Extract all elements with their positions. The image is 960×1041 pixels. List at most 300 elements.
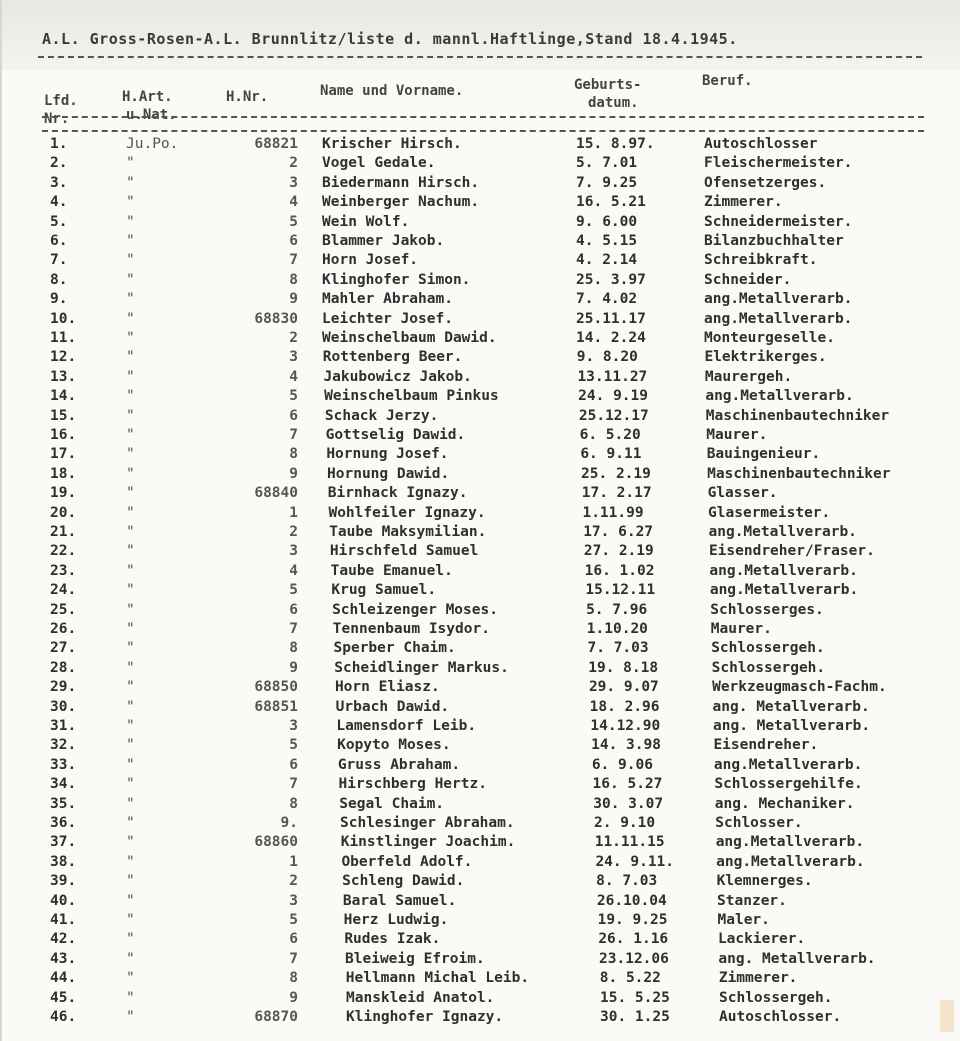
row-nationality: "	[126, 213, 135, 230]
row-name: Kinstlinger Joachim.	[340, 834, 516, 851]
row-name: Taube Maksymilian.	[329, 524, 487, 540]
row-occupation: Fleischermeister.	[704, 155, 853, 172]
row-birthdate: 9. 6.00	[576, 213, 638, 230]
row-nationality: "	[126, 174, 135, 191]
row-name: Urbach Dawid.	[335, 698, 450, 715]
row-occupation: Ofensetzerges.	[704, 174, 827, 191]
row-name: Hornung Josef.	[326, 446, 449, 463]
row-prisoner-number: 7	[289, 776, 298, 793]
row-number: 46.	[50, 1009, 77, 1025]
row-occupation: ang.Metallverarb.	[704, 291, 853, 308]
row-number: 21.	[50, 524, 77, 540]
row-birthdate: 7. 7.03	[587, 640, 649, 657]
row-prisoner-number: 68851	[254, 698, 298, 715]
row-prisoner-number: 3	[289, 543, 298, 560]
row-number: 32.	[50, 737, 77, 754]
row-nationality: "	[126, 931, 135, 948]
table-row	[2, 621, 960, 641]
table-row	[2, 214, 960, 234]
table-row	[2, 893, 960, 913]
row-occupation: ang.Metallverarb.	[708, 524, 857, 540]
row-number: 17.	[50, 446, 77, 463]
row-nationality: "	[126, 271, 135, 288]
row-birthdate: 14.12.90	[590, 718, 661, 734]
table-row	[2, 466, 960, 486]
row-nationality: "	[126, 291, 135, 308]
row-occupation: Autoschlosser.	[719, 1009, 842, 1025]
row-nationality: "	[126, 776, 135, 793]
table-row	[2, 1009, 960, 1029]
row-nationality: "	[126, 970, 135, 987]
row-prisoner-number: 3	[289, 349, 298, 366]
row-number: 1.	[50, 136, 68, 152]
row-birthdate: 24. 9.11.	[595, 853, 675, 870]
row-number: 24.	[50, 582, 77, 599]
row-birthdate: 13.11.27	[577, 368, 648, 385]
table-row	[2, 796, 960, 816]
row-nationality: "	[126, 679, 135, 696]
row-nationality: "	[126, 601, 135, 618]
table-row	[2, 272, 960, 292]
table-row	[2, 505, 960, 525]
table-row	[2, 912, 960, 932]
row-number: 42.	[50, 931, 77, 948]
row-prisoner-number: 9	[289, 989, 298, 1006]
row-nationality: "	[126, 155, 135, 172]
row-name: Klinghofer Ignazy.	[346, 1009, 504, 1025]
col-hart-line2: u.Nat.	[126, 107, 177, 123]
col-name: Name und Vorname.	[320, 83, 464, 99]
table-row	[2, 815, 960, 835]
row-prisoner-number: 8	[289, 271, 298, 288]
row-nationality: "	[126, 853, 135, 870]
row-birthdate: 6. 5.20	[579, 427, 641, 443]
row-occupation: Bauingenieur.	[706, 446, 821, 463]
row-prisoner-number: 6	[289, 233, 298, 249]
row-number: 22.	[50, 543, 77, 560]
row-nationality: "	[126, 756, 135, 773]
row-number: 28.	[50, 659, 77, 676]
row-name: Schack Jerzy.	[324, 407, 439, 424]
row-nationality: "	[126, 407, 135, 424]
row-number: 34.	[50, 776, 77, 793]
row-number: 4.	[50, 194, 68, 211]
row-occupation: Eisendreher/Fraser.	[708, 543, 875, 560]
row-occupation: Schreibkraft.	[704, 252, 818, 269]
table-row	[2, 408, 960, 428]
table-row	[2, 446, 960, 466]
row-number: 33.	[50, 756, 77, 773]
row-occupation: ang. Metallverarb.	[712, 698, 870, 715]
row-birthdate: 15. 5.25	[600, 989, 670, 1006]
row-prisoner-number: 2	[289, 330, 298, 346]
table-row	[2, 175, 960, 195]
row-occupation: Schlossergeh.	[711, 640, 825, 657]
row-occupation: ang.Metallverarb.	[704, 310, 853, 327]
row-number: 44.	[50, 970, 77, 987]
row-occupation: Autoschlosser	[704, 136, 818, 152]
row-nationality: "	[126, 989, 135, 1006]
row-birthdate: 11.11.15	[594, 834, 665, 851]
row-number: 40.	[50, 892, 77, 909]
row-occupation: Schlosserges.	[710, 601, 824, 618]
row-occupation: Maschinenbautechniker	[707, 465, 891, 482]
row-prisoner-number: 7	[289, 427, 298, 443]
row-name: Lamensdorf Leib.	[336, 718, 477, 734]
row-prisoner-number: 6	[289, 601, 298, 618]
row-occupation: Zimmerer.	[704, 194, 783, 211]
table-row	[2, 602, 960, 622]
row-name: Jakubowicz Jakob.	[323, 368, 472, 385]
row-prisoner-number: 8	[289, 640, 298, 657]
table-row	[2, 291, 960, 311]
col-date-line2: datum.	[588, 95, 639, 111]
row-nationality: "	[126, 737, 135, 754]
row-name: Schleizenger Moses.	[332, 601, 498, 618]
row-prisoner-number: 3	[289, 892, 298, 909]
row-birthdate: 17. 2.17	[581, 485, 652, 502]
row-prisoner-number: 8	[289, 795, 298, 812]
row-nationality: "	[126, 718, 135, 734]
row-birthdate: 1.11.99	[582, 504, 644, 521]
row-name: Bleiweig Efroim.	[345, 950, 485, 967]
row-prisoner-number: 3	[289, 174, 298, 191]
row-prisoner-number: 6	[289, 931, 298, 948]
table-row	[2, 233, 960, 253]
row-nationality: "	[126, 310, 135, 327]
row-birthdate: 19. 9.25	[597, 912, 668, 928]
row-occupation: ang.Metallverarb.	[716, 853, 865, 870]
row-number: 36.	[50, 815, 77, 831]
row-occupation: ang. Mechaniker.	[714, 795, 855, 812]
row-birthdate: 14. 2.24	[576, 330, 646, 346]
row-number: 11.	[50, 330, 77, 346]
row-number: 30.	[50, 698, 77, 715]
table-row	[2, 369, 960, 389]
col-date-line1: Geburts-	[574, 77, 642, 93]
row-birthdate: 7. 9.25	[576, 174, 638, 191]
table-row	[2, 485, 960, 505]
row-birthdate: 17. 6.27	[583, 524, 654, 540]
row-occupation: ang. Metallverarb.	[713, 718, 871, 734]
row-name: Manskleid Anatol.	[346, 989, 495, 1006]
row-prisoner-number: 1	[289, 504, 298, 521]
row-name: Baral Samuel.	[342, 892, 457, 909]
row-number: 14.	[50, 388, 77, 405]
row-birthdate: 23.12.06	[599, 950, 669, 967]
row-nationality: "	[126, 368, 135, 385]
row-birthdate: 14. 3.98	[591, 737, 661, 754]
row-number: 31.	[50, 718, 77, 734]
table-row	[2, 194, 960, 214]
row-nationality: Ju.Po.	[126, 136, 179, 152]
row-prisoner-number: 4	[289, 194, 298, 211]
row-occupation: ang.Metallverarb.	[709, 562, 858, 579]
row-nationality: "	[126, 912, 135, 928]
row-occupation: Werkzeugmasch-Fachm.	[712, 679, 887, 696]
row-name: Hellmann Michal Leib.	[345, 970, 530, 987]
header-separator	[38, 56, 922, 58]
row-birthdate: 15.12.11	[585, 582, 656, 599]
row-name: Hirschberg Hertz.	[338, 776, 487, 793]
row-name: Herz Ludwig.	[343, 912, 449, 928]
row-birthdate: 6. 9.06	[591, 756, 653, 773]
table-row	[2, 563, 960, 583]
row-name: Weinberger Nachum.	[322, 194, 480, 211]
row-name: Mahler Abraham.	[322, 291, 453, 308]
list-header: A.L. Gross-Rosen-A.L. Brunnlitz/liste d. mannl.Haftlinge,Stand 18.4.1945.	[42, 30, 738, 48]
row-nationality: "	[126, 815, 135, 831]
row-number: 8.	[50, 271, 68, 288]
table-row	[2, 873, 960, 893]
row-nationality: "	[126, 873, 135, 890]
row-nationality: "	[126, 950, 135, 967]
row-number: 7.	[50, 252, 68, 269]
row-prisoner-number: 7	[289, 252, 298, 269]
row-nationality: "	[126, 465, 135, 482]
row-name: Oberfeld Adolf.	[341, 853, 473, 870]
col-lfd-line2: Nr.	[44, 111, 70, 127]
row-nationality: "	[126, 485, 135, 502]
row-nationality: "	[126, 795, 135, 812]
row-prisoner-number: 2	[289, 524, 298, 540]
row-occupation: Lackierer.	[717, 931, 806, 948]
row-prisoner-number: 2	[289, 873, 298, 890]
row-prisoner-number: 9	[289, 659, 298, 676]
row-birthdate: 30. 3.07	[593, 795, 664, 812]
row-name: Schleng Dawid.	[342, 873, 465, 890]
row-prisoner-number: 9	[289, 465, 298, 482]
row-nationality: "	[126, 640, 135, 657]
table-row	[2, 543, 960, 563]
row-nationality: "	[126, 834, 135, 851]
row-number: 38.	[50, 853, 77, 870]
row-nationality: "	[126, 388, 135, 405]
table-row	[2, 582, 960, 602]
row-birthdate: 5. 7.01	[576, 155, 638, 172]
row-number: 5.	[50, 213, 68, 230]
row-number: 16.	[50, 427, 77, 443]
row-occupation: ang.Metallverarb.	[705, 388, 854, 405]
row-number: 9.	[50, 291, 68, 308]
row-name: Horn Eliasz.	[334, 679, 440, 696]
row-birthdate: 4. 2.14	[576, 252, 638, 269]
row-number: 29.	[50, 679, 77, 696]
row-birthdate: 6. 9.11	[580, 446, 642, 463]
row-nationality: "	[126, 427, 135, 443]
table-row	[2, 699, 960, 719]
row-prisoner-number: 68840	[254, 485, 298, 502]
row-prisoner-number: 5	[289, 213, 298, 230]
row-prisoner-number: 5	[289, 737, 298, 754]
table-row	[2, 990, 960, 1010]
header-rule-top	[42, 116, 924, 118]
row-number: 37.	[50, 834, 77, 851]
row-number: 15.	[50, 407, 77, 424]
row-birthdate: 16. 5.21	[576, 194, 646, 211]
row-number: 43.	[50, 950, 77, 967]
row-number: 27.	[50, 640, 77, 657]
row-birthdate: 25. 2.19	[581, 465, 651, 482]
row-birthdate: 16. 1.02	[584, 562, 655, 579]
row-occupation: Schneider.	[704, 271, 792, 288]
row-birthdate: 15. 8.97.	[576, 136, 655, 152]
row-birthdate: 29. 9.07	[588, 679, 659, 696]
row-birthdate: 8. 7.03	[596, 873, 658, 890]
row-nationality: "	[126, 349, 135, 366]
table-row	[2, 330, 960, 350]
row-nationality: "	[126, 562, 135, 579]
row-number: 39.	[50, 873, 77, 890]
row-occupation: Schlosser.	[715, 815, 803, 831]
table-row	[2, 718, 960, 738]
row-name: Klinghofer Simon.	[322, 271, 471, 288]
row-occupation: ang. Metallverarb.	[718, 950, 876, 967]
row-occupation: Zimmerer.	[718, 970, 798, 987]
row-occupation: Bilanzbuchhalter	[704, 233, 844, 249]
row-name: Blammer Jakob.	[322, 233, 445, 249]
row-birthdate: 16. 5.27	[592, 776, 663, 793]
table-row	[2, 776, 960, 796]
row-birthdate: 30. 1.25	[600, 1009, 670, 1025]
row-nationality: "	[126, 504, 135, 521]
row-prisoner-number: 8	[289, 970, 298, 987]
row-name: Rottenberg Beer.	[322, 349, 463, 366]
row-number: 41.	[50, 912, 77, 928]
table-row	[2, 660, 960, 680]
row-birthdate: 25.12.17	[578, 407, 649, 424]
row-occupation: Stanzer.	[717, 892, 787, 909]
row-occupation: Schlossergeh.	[711, 659, 826, 676]
table-row	[2, 349, 960, 369]
row-number: 26.	[50, 621, 77, 637]
row-occupation: Eisendreher.	[713, 737, 819, 754]
row-birthdate: 27. 2.19	[583, 543, 654, 560]
row-name: Segal Chaim.	[339, 795, 445, 812]
row-birthdate: 1.10.20	[586, 621, 648, 637]
row-name: Scheidlinger Markus.	[334, 659, 509, 676]
row-nationality: "	[126, 621, 135, 637]
row-name: Kopyto Moses.	[337, 737, 451, 754]
row-prisoner-number: 2	[289, 155, 298, 172]
row-prisoner-number: 4	[289, 562, 298, 579]
row-prisoner-number: 3	[289, 718, 298, 734]
row-name: Weinschelbaum Dawid.	[322, 330, 497, 346]
row-number: 2.	[50, 155, 68, 172]
row-prisoner-number: 6	[289, 407, 298, 424]
row-number: 20.	[50, 504, 77, 521]
row-name: Weinschelbaum Pinkus	[324, 388, 499, 405]
row-number: 35.	[50, 795, 77, 812]
table-row	[2, 931, 960, 951]
row-prisoner-number: 68821	[254, 136, 298, 152]
row-prisoner-number: 1	[289, 853, 298, 870]
table-row	[2, 311, 960, 331]
row-prisoner-number: 5	[289, 582, 298, 599]
row-nationality: "	[126, 252, 135, 269]
table-row	[2, 427, 960, 447]
row-nationality: "	[126, 233, 135, 249]
row-occupation: Monteurgeselle.	[704, 330, 835, 346]
row-name: Krischer Hirsch.	[322, 136, 462, 152]
row-prisoner-number: 9	[289, 291, 298, 308]
row-number: 12.	[50, 349, 77, 366]
table-row	[2, 136, 960, 156]
row-prisoner-number: 8	[289, 446, 298, 463]
row-number: 19.	[50, 485, 77, 502]
row-birthdate: 8. 5.22	[599, 970, 661, 987]
row-occupation: Maurergeh.	[704, 368, 793, 385]
row-birthdate: 7. 4.02	[576, 291, 638, 308]
row-number: 25.	[50, 601, 77, 618]
row-name: Sperber Chaim.	[333, 640, 456, 657]
row-occupation: Schlossergeh.	[719, 989, 833, 1006]
row-name: Leichter Josef.	[322, 310, 453, 327]
row-name: Vogel Gedale.	[322, 155, 436, 172]
row-nationality: "	[126, 659, 135, 676]
row-occupation: Glasermeister.	[708, 504, 831, 521]
row-birthdate: 26.10.04	[596, 892, 667, 909]
row-name: Tennenbaum Isydor.	[332, 621, 490, 637]
table-row	[2, 834, 960, 854]
row-prisoner-number: 7	[289, 950, 298, 967]
row-prisoner-number: 4	[289, 368, 298, 385]
row-nationality: "	[126, 1009, 135, 1025]
row-occupation: Maurer.	[706, 427, 768, 443]
row-birthdate: 4. 5.15	[576, 233, 638, 249]
row-nationality: "	[126, 892, 135, 909]
row-prisoner-number: 68850	[254, 679, 298, 696]
table-row	[2, 388, 960, 408]
row-name: Wein Wolf.	[322, 213, 410, 230]
row-occupation: ang.Metallverarb.	[715, 834, 865, 851]
row-number: 13.	[50, 368, 77, 385]
row-occupation: ang.Metallverarb.	[713, 756, 863, 773]
row-name: Horn Josef.	[322, 252, 419, 269]
row-birthdate: 25.11.17	[576, 310, 646, 327]
col-lfd-line1: Lfd.	[44, 93, 78, 109]
row-name: Birnhack Ignazy.	[327, 485, 468, 502]
row-name: Gottselig Dawid.	[325, 427, 466, 443]
table-row	[2, 737, 960, 757]
table-row	[2, 524, 960, 544]
header-rule-bottom	[42, 130, 924, 132]
table-row	[2, 951, 960, 971]
row-nationality: "	[126, 194, 135, 211]
row-name: Rudes Izak.	[344, 931, 441, 948]
row-name: Hornung Dawid.	[327, 465, 450, 482]
row-birthdate: 25. 3.97	[576, 271, 646, 288]
row-number: 6.	[50, 233, 68, 249]
row-occupation: Elektrikerges.	[704, 349, 827, 366]
row-birthdate: 2. 9.10	[594, 815, 656, 831]
row-birthdate: 5. 7.96	[586, 601, 648, 618]
table-row	[2, 252, 960, 272]
row-number: 23.	[50, 562, 77, 579]
col-job: Beruf.	[702, 73, 753, 89]
row-prisoner-number: 5	[289, 912, 298, 928]
row-birthdate: 26. 1.16	[598, 931, 669, 948]
table-row	[2, 679, 960, 699]
row-name: Gruss Abraham.	[337, 756, 461, 773]
row-nationality: "	[126, 698, 135, 715]
row-prisoner-number: 6	[289, 756, 298, 773]
row-birthdate: 9. 8.20	[576, 349, 638, 366]
row-prisoner-number: 68830	[254, 310, 298, 327]
col-hart-line1: H.Art.	[122, 89, 173, 105]
row-birthdate: 18. 2.96	[589, 698, 660, 715]
row-occupation: Schneidermeister.	[704, 213, 853, 230]
